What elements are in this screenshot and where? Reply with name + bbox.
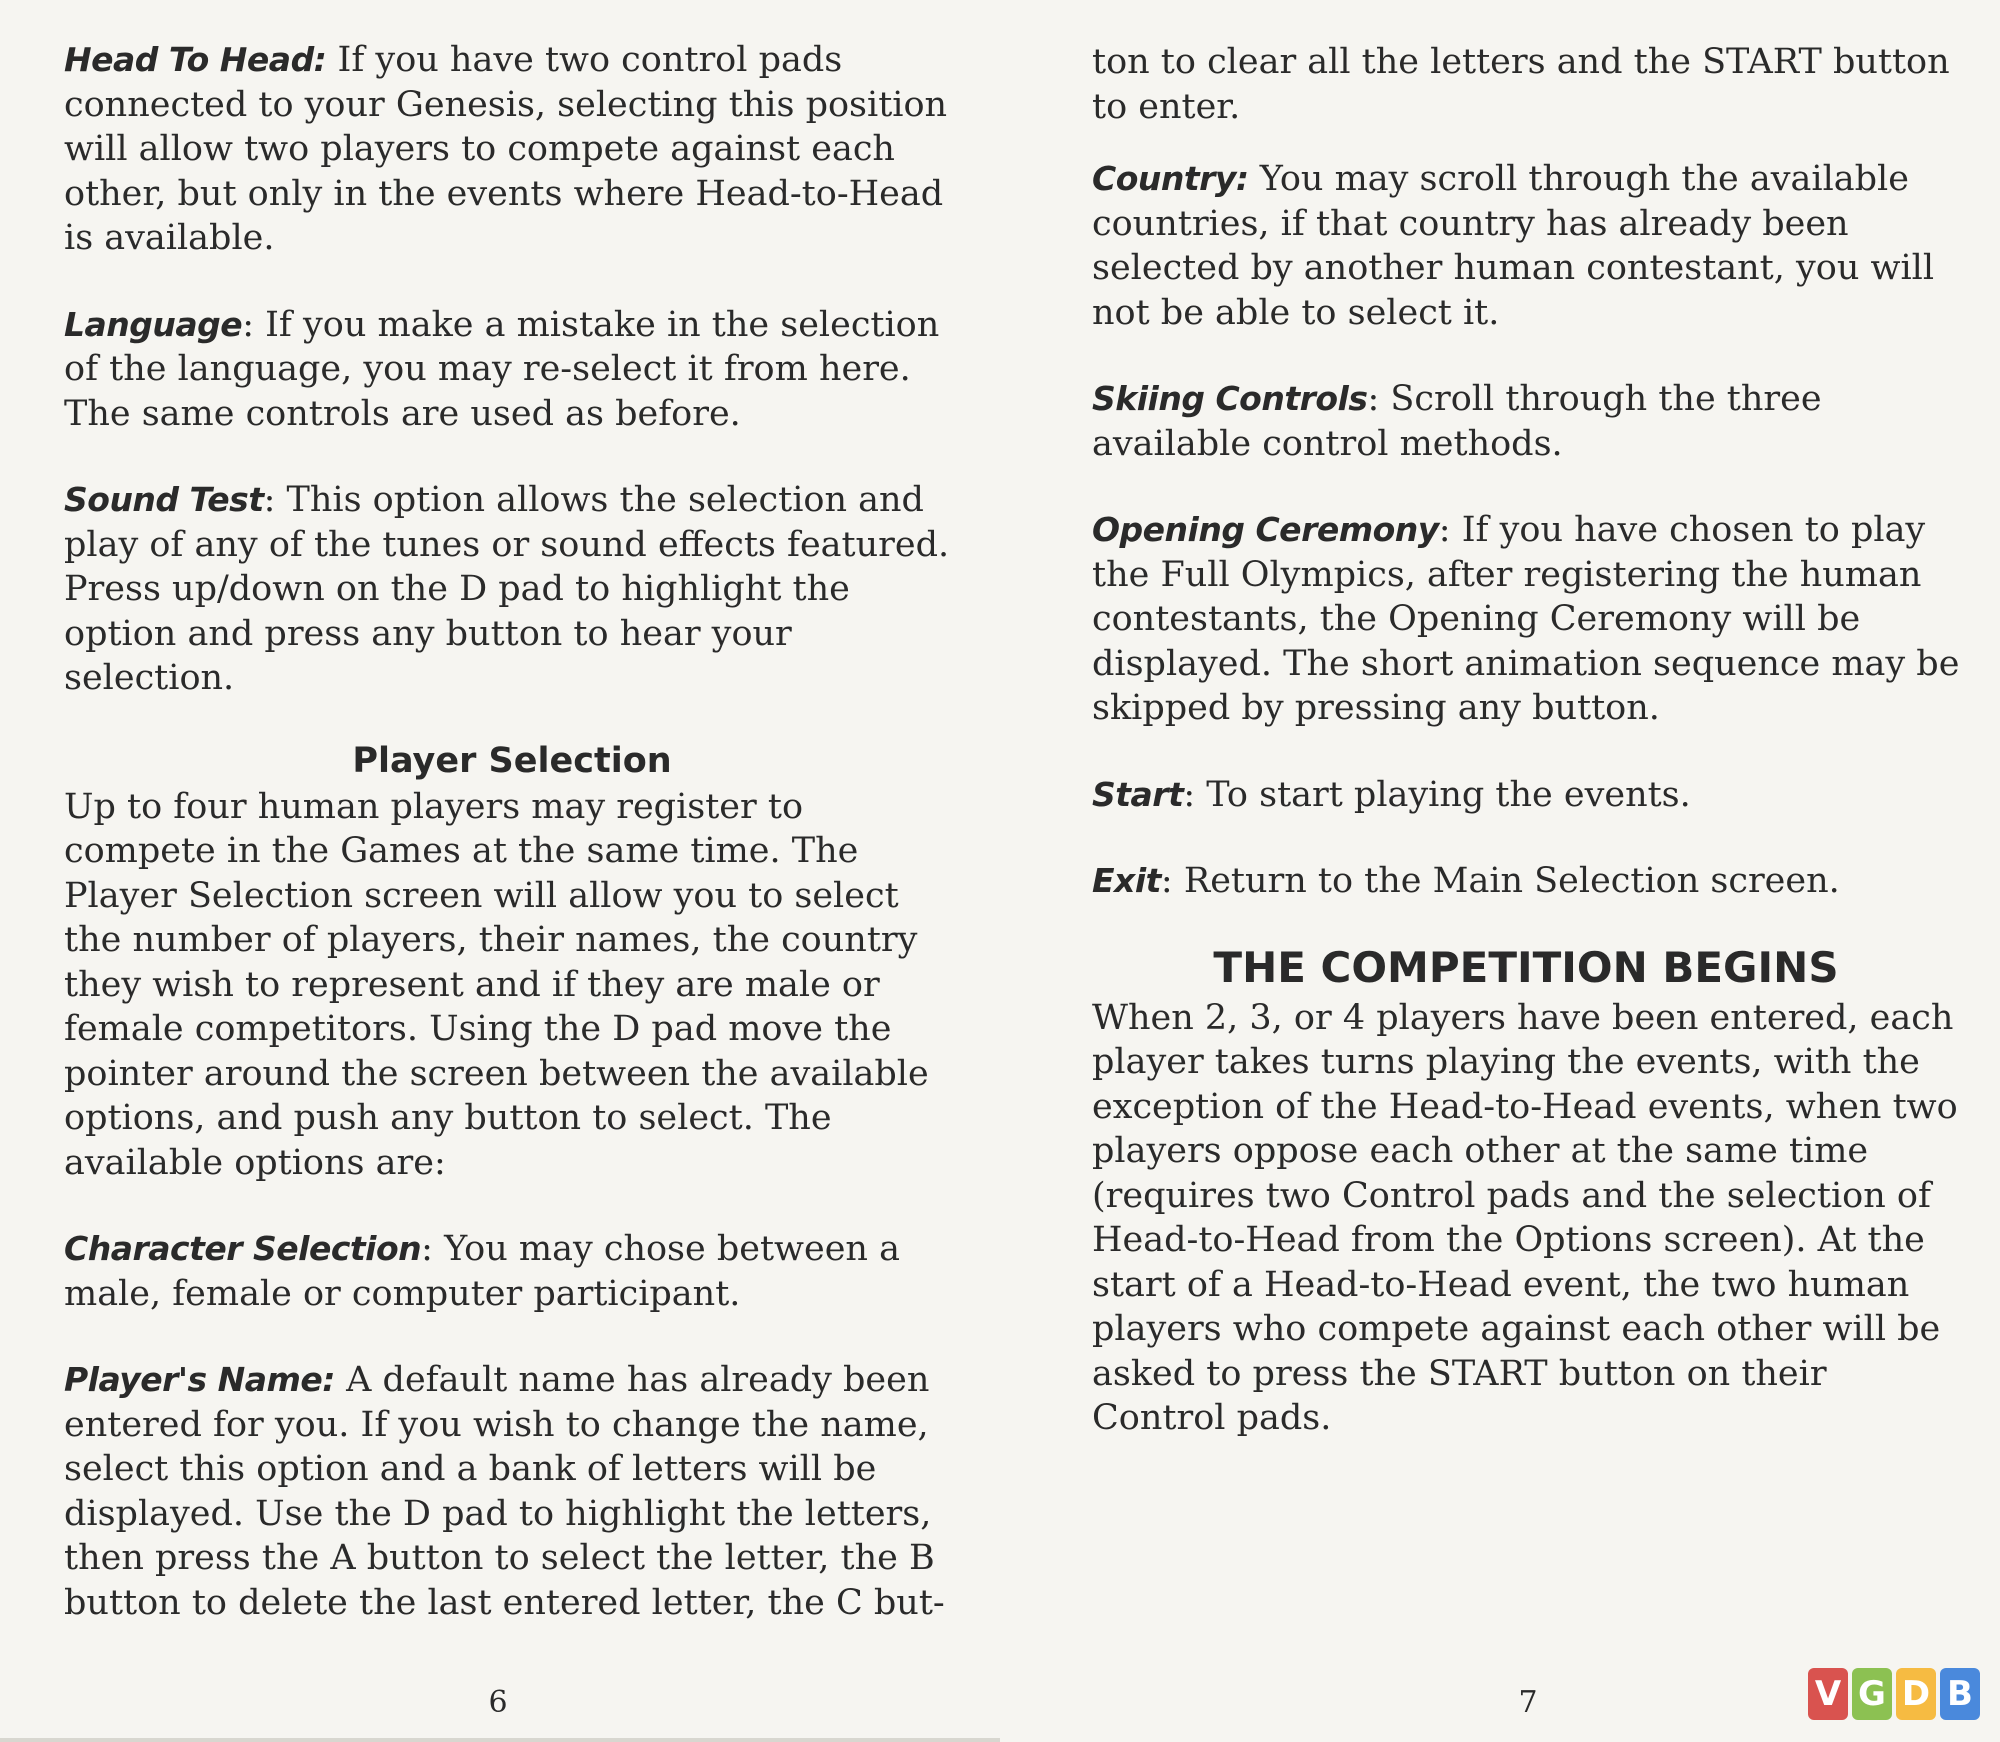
entry-start	[1092, 773, 1960, 818]
entry-language	[64, 303, 960, 437]
term-label: Character Selection	[64, 1229, 422, 1268]
entry-text: You may scroll through the available countries, if that country has already been selected by another human contestant, you will not be able to select it.	[1092, 159, 1935, 333]
term-label: Head To Head:	[64, 40, 327, 79]
term-label: Start	[1092, 774, 1184, 814]
entry-exit	[1092, 859, 1960, 904]
term-label: Player's Name:	[64, 1360, 336, 1399]
entry-text: : This option allows the selection and play of any of the tunes or sound effects featured. Press up/down on the D pad to highlight the option and press any button to hear your selection.	[64, 480, 950, 698]
page-number-right: 7	[1518, 1685, 1538, 1720]
entry-text: A default name has already been entered for you. If you wish to change the name, select this option and a bank of letters will be displayed. Use the D pad to highlight the letters, then press the A button to select the letter, the B button to delete the last entered letter, the C but-	[64, 1360, 945, 1623]
term-label: Opening Ceremony	[1092, 510, 1439, 549]
section-body-player-selection: Up to four human players may register to compete in the Games at the same time. The Player Selection screen will allow you to select the number of players, their names, the country they wish to represent and if they are male or female competitors. Using the D pad move the pointer around the screen between the available options, and push any button to select. The available options are:	[64, 786, 929, 1183]
term-label: Exit	[1092, 861, 1161, 900]
section-heading-player-selection: Player Selection	[352, 740, 672, 781]
entry-character-selection	[64, 1227, 960, 1316]
entry-text: : Return to the Main Selection screen.	[1160, 861, 1840, 901]
page-number-left: 6	[488, 1685, 508, 1720]
entry-country	[1092, 157, 1960, 335]
term-label: Skiing Controls	[1092, 379, 1368, 418]
entry-head-to-head	[64, 38, 960, 261]
logo-letter-g: G	[1852, 1668, 1892, 1720]
entry-sound-test	[64, 478, 960, 701]
term-label: Sound Test	[64, 480, 264, 519]
page-edge-divider	[0, 1738, 1000, 1742]
entry-text: : Scroll through the three available control methods.	[1092, 379, 1822, 464]
entry-players-name	[64, 1358, 960, 1625]
section-heading-competition-begins: THE COMPETITION BEGINS	[1213, 942, 1839, 992]
continued-text: ton to clear all the letters and the START button to enter.	[1092, 42, 1950, 127]
entry-text: : If you have chosen to play the Full Olympics, after registering the human contestants, the Opening Ceremony will be displayed. The short animation sequence may be skipped by pressing any button.	[1092, 510, 1960, 728]
entry-opening-ceremony	[1092, 508, 1960, 731]
entry-skiing-controls	[1092, 377, 1960, 466]
logo-letter-d: D	[1896, 1668, 1936, 1720]
vgdb-watermark-logo	[1808, 1668, 1980, 1720]
entry-text: : You may chose between a male, female or computer participant.	[64, 1229, 900, 1314]
entry-text: If you have two control pads connected to your Genesis, selecting this position will allow two players to compete against each other, but only in the events where Head-to-Head is available.	[64, 40, 948, 258]
logo-letter-b: B	[1940, 1668, 1980, 1720]
right-page	[1000, 0, 2000, 1742]
term-label: Language	[64, 304, 243, 344]
logo-letter-v: V	[1808, 1668, 1848, 1720]
section-body-competition-begins: When 2, 3, or 4 players have been entered, each player takes turns playing the events, with the exception of the Head-to-Head events, when two players oppose each other at the same time (requires two Control pads and the selection of Head-to-Head from the Options screen). At the start of a Head-to-Head event, the two human players who compete against each other will be asked to press the START button on their Control pads.	[1092, 997, 1958, 1438]
entry-text: : If you make a mistake in the selection of the language, you may re-select it from here. The same controls are used as before.	[64, 304, 940, 434]
term-label: Country:	[1092, 159, 1249, 198]
entry-text: : To start playing the events.	[1183, 774, 1691, 815]
